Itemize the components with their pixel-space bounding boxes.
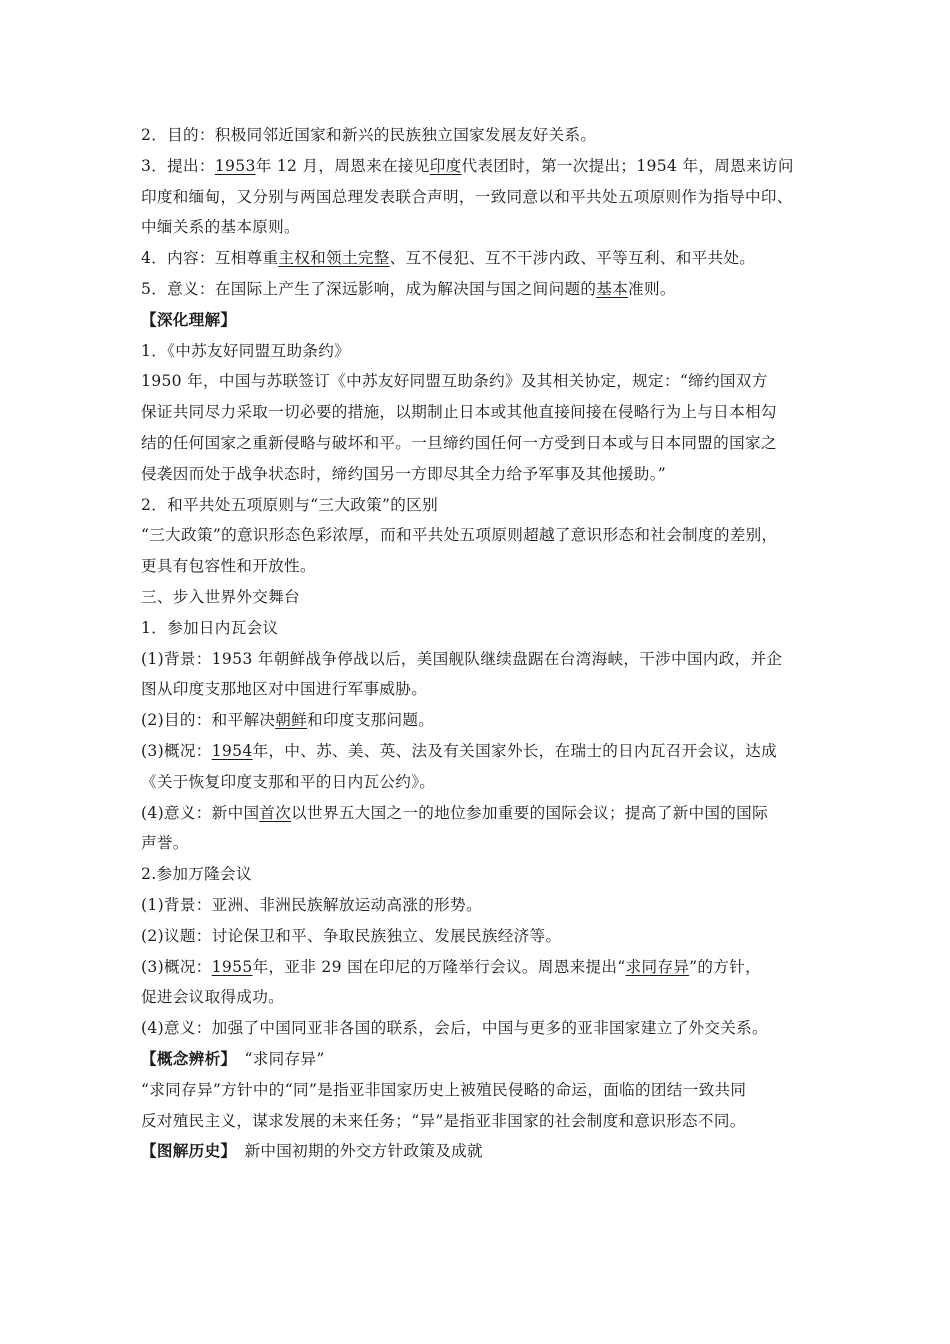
- section-heading: 【图解历史】: [141, 1141, 229, 1161]
- text-segment: 、互不侵犯、互不干涉内政、平等互利、和平共处。: [389, 249, 756, 268]
- text-segment: 以世界五大国之一的地位参加重要的国际会议；提高了新中国的国际: [291, 803, 768, 822]
- text-line: [141, 582, 821, 613]
- text-segment: (2)目的：和平解决: [141, 711, 276, 730]
- text-segment: 2.参加万隆会议: [141, 865, 252, 884]
- text-line: [141, 490, 821, 521]
- text-segment: (1)背景：1953 年朝鲜战争停战以后，美国舰队继续盘踞在台湾海峡，干涉中国内政，并企: [141, 649, 783, 668]
- text-segment: (1)背景：亚洲、非洲民族解放运动高涨的形势。: [141, 895, 482, 914]
- text-segment: (2)议题：讨论保卫和平、争取民族独立、发展民族经济等。: [141, 926, 562, 945]
- text-line: [141, 212, 821, 243]
- section-heading: 【深化理解】: [141, 309, 237, 329]
- text-segment: 结的任何国家之重新侵略与破坏和平。一旦缔约国任何一方受到日本或与日本同盟的国家之: [141, 433, 777, 452]
- underlined-keyword: 首次: [259, 803, 292, 822]
- text-segment: 代表团时，第一次提出；1954 年，周恩来访问: [461, 156, 794, 175]
- text-segment: (4)意义：新中国: [141, 803, 260, 822]
- text-segment: 反对殖民主义，谋求发展的未来任务；“异”是指亚非国家的社会制度和意识形态不同。: [141, 1111, 746, 1130]
- underlined-keyword: 1953: [214, 156, 256, 175]
- text-line: [141, 151, 821, 182]
- text-line: [141, 828, 821, 859]
- text-segment: 和印度支那问题。: [307, 711, 435, 730]
- text-segment: 1．参加日内瓦会议: [141, 618, 279, 637]
- text-segment: 三、步入世界外交舞台: [141, 587, 300, 606]
- text-segment: 年，中、苏、美、英、法及有关国家外长，在瑞士的日内瓦召开会议，达成: [252, 741, 778, 760]
- underlined-keyword: 基本: [596, 279, 629, 298]
- text-segment: 2．和平共处五项原则与“三大政策”的区别: [141, 495, 438, 514]
- underlined-keyword: 朝鲜: [275, 711, 308, 730]
- text-line: [141, 767, 821, 798]
- text-segment: 年 12 月，周恩来在接见: [255, 156, 430, 175]
- underlined-keyword: 求同存异: [625, 957, 690, 976]
- text-line: [141, 274, 821, 305]
- text-line: [141, 1136, 821, 1167]
- text-segment: 5．意义：在国际上产生了深远影响，成为解决国与国之间问题的: [141, 279, 597, 298]
- text-line: [141, 1013, 821, 1044]
- text-line: [141, 520, 821, 551]
- text-line: [141, 459, 821, 490]
- text-line: [141, 1044, 821, 1075]
- text-segment: 图从印度支那地区对中国进行军事威胁。: [141, 680, 428, 699]
- text-line: [141, 982, 821, 1013]
- document-body: [141, 120, 821, 1167]
- text-line: [141, 736, 821, 767]
- text-segment: 声誉。: [141, 834, 189, 853]
- text-line: [141, 921, 821, 952]
- text-segment: (4)意义：加强了中国同亚非各国的联系，会后，中国与更多的亚非国家建立了外交关系。: [141, 1019, 768, 1038]
- text-line: [141, 890, 821, 921]
- text-line: [141, 705, 821, 736]
- text-segment: 1．《中苏友好同盟互助条约》: [141, 341, 351, 360]
- text-line: [141, 1075, 821, 1106]
- text-line: [141, 798, 821, 829]
- text-line: [141, 305, 821, 336]
- text-segment: 印度和缅甸，又分别与两国总理发表联合声明，一致同意以和平共处五项原则作为指导中印、: [141, 187, 793, 206]
- text-segment: ”的方针，: [689, 957, 761, 976]
- text-segment: 年，亚非 29 国在印尼的万隆举行会议。周恩来提出“: [252, 957, 626, 976]
- text-line: [141, 182, 821, 213]
- text-segment: 1950 年，中国与苏联签订《中苏友好同盟互助条约》及其相关协定，规定：“缔约国双方: [141, 372, 768, 391]
- text-line: [141, 952, 821, 983]
- underlined-keyword: 印度: [429, 156, 462, 175]
- text-line: [141, 859, 821, 890]
- underlined-keyword: 1954: [211, 741, 253, 760]
- text-line: [141, 366, 821, 397]
- text-segment: 保证共同尽力采取一切必要的措施，以期制止日本或其他直接间接在侵略行为上与日本相勾: [141, 403, 777, 422]
- underlined-keyword: 1955: [211, 957, 253, 976]
- text-line: [141, 613, 821, 644]
- text-segment: 中缅关系的基本原则。: [141, 218, 300, 237]
- text-segment: 侵袭因而处于战争状态时，缔约国另一方即尽其全力给予军事及其他援助。”: [141, 464, 666, 483]
- text-line: [141, 397, 821, 428]
- text-line: [141, 1106, 821, 1137]
- text-line: [141, 336, 821, 367]
- text-segment: 3．提出：: [141, 156, 215, 175]
- text-line: [141, 428, 821, 459]
- text-line: [141, 120, 821, 151]
- section-heading: 【概念辨析】: [141, 1048, 229, 1068]
- text-segment: 《关于恢复印度支那和平的日内瓦公约》。: [141, 772, 436, 791]
- text-segment: (3)概况：: [141, 741, 212, 760]
- text-segment: 准则。: [628, 279, 676, 298]
- text-segment: “求同存异”方针中的“同”是指亚非国家历史上被殖民侵略的命运，面临的团结一致共同: [141, 1080, 747, 1099]
- text-line: [141, 551, 821, 582]
- text-line: [141, 644, 821, 675]
- text-segment: 新中国初期的外交方针政策及成就: [228, 1142, 483, 1161]
- text-line: [141, 243, 821, 274]
- text-segment: 2．目的：积极同邻近国家和新兴的民族独立国家发展友好关系。: [141, 126, 597, 144]
- text-segment: 促进会议取得成功。: [141, 988, 285, 1007]
- text-segment: (3)概况：: [141, 957, 212, 976]
- text-segment: “求同存异”: [228, 1049, 325, 1068]
- text-segment: “三大政策”的意识形态色彩浓厚，而和平共处五项原则超越了意识形态和社会制度的差别，: [141, 526, 778, 545]
- text-segment: 4．内容：互相尊重: [141, 249, 279, 268]
- underlined-keyword: 主权和领土完整: [278, 249, 390, 268]
- text-line: [141, 674, 821, 705]
- text-segment: 更具有包容性和开放性。: [141, 557, 316, 576]
